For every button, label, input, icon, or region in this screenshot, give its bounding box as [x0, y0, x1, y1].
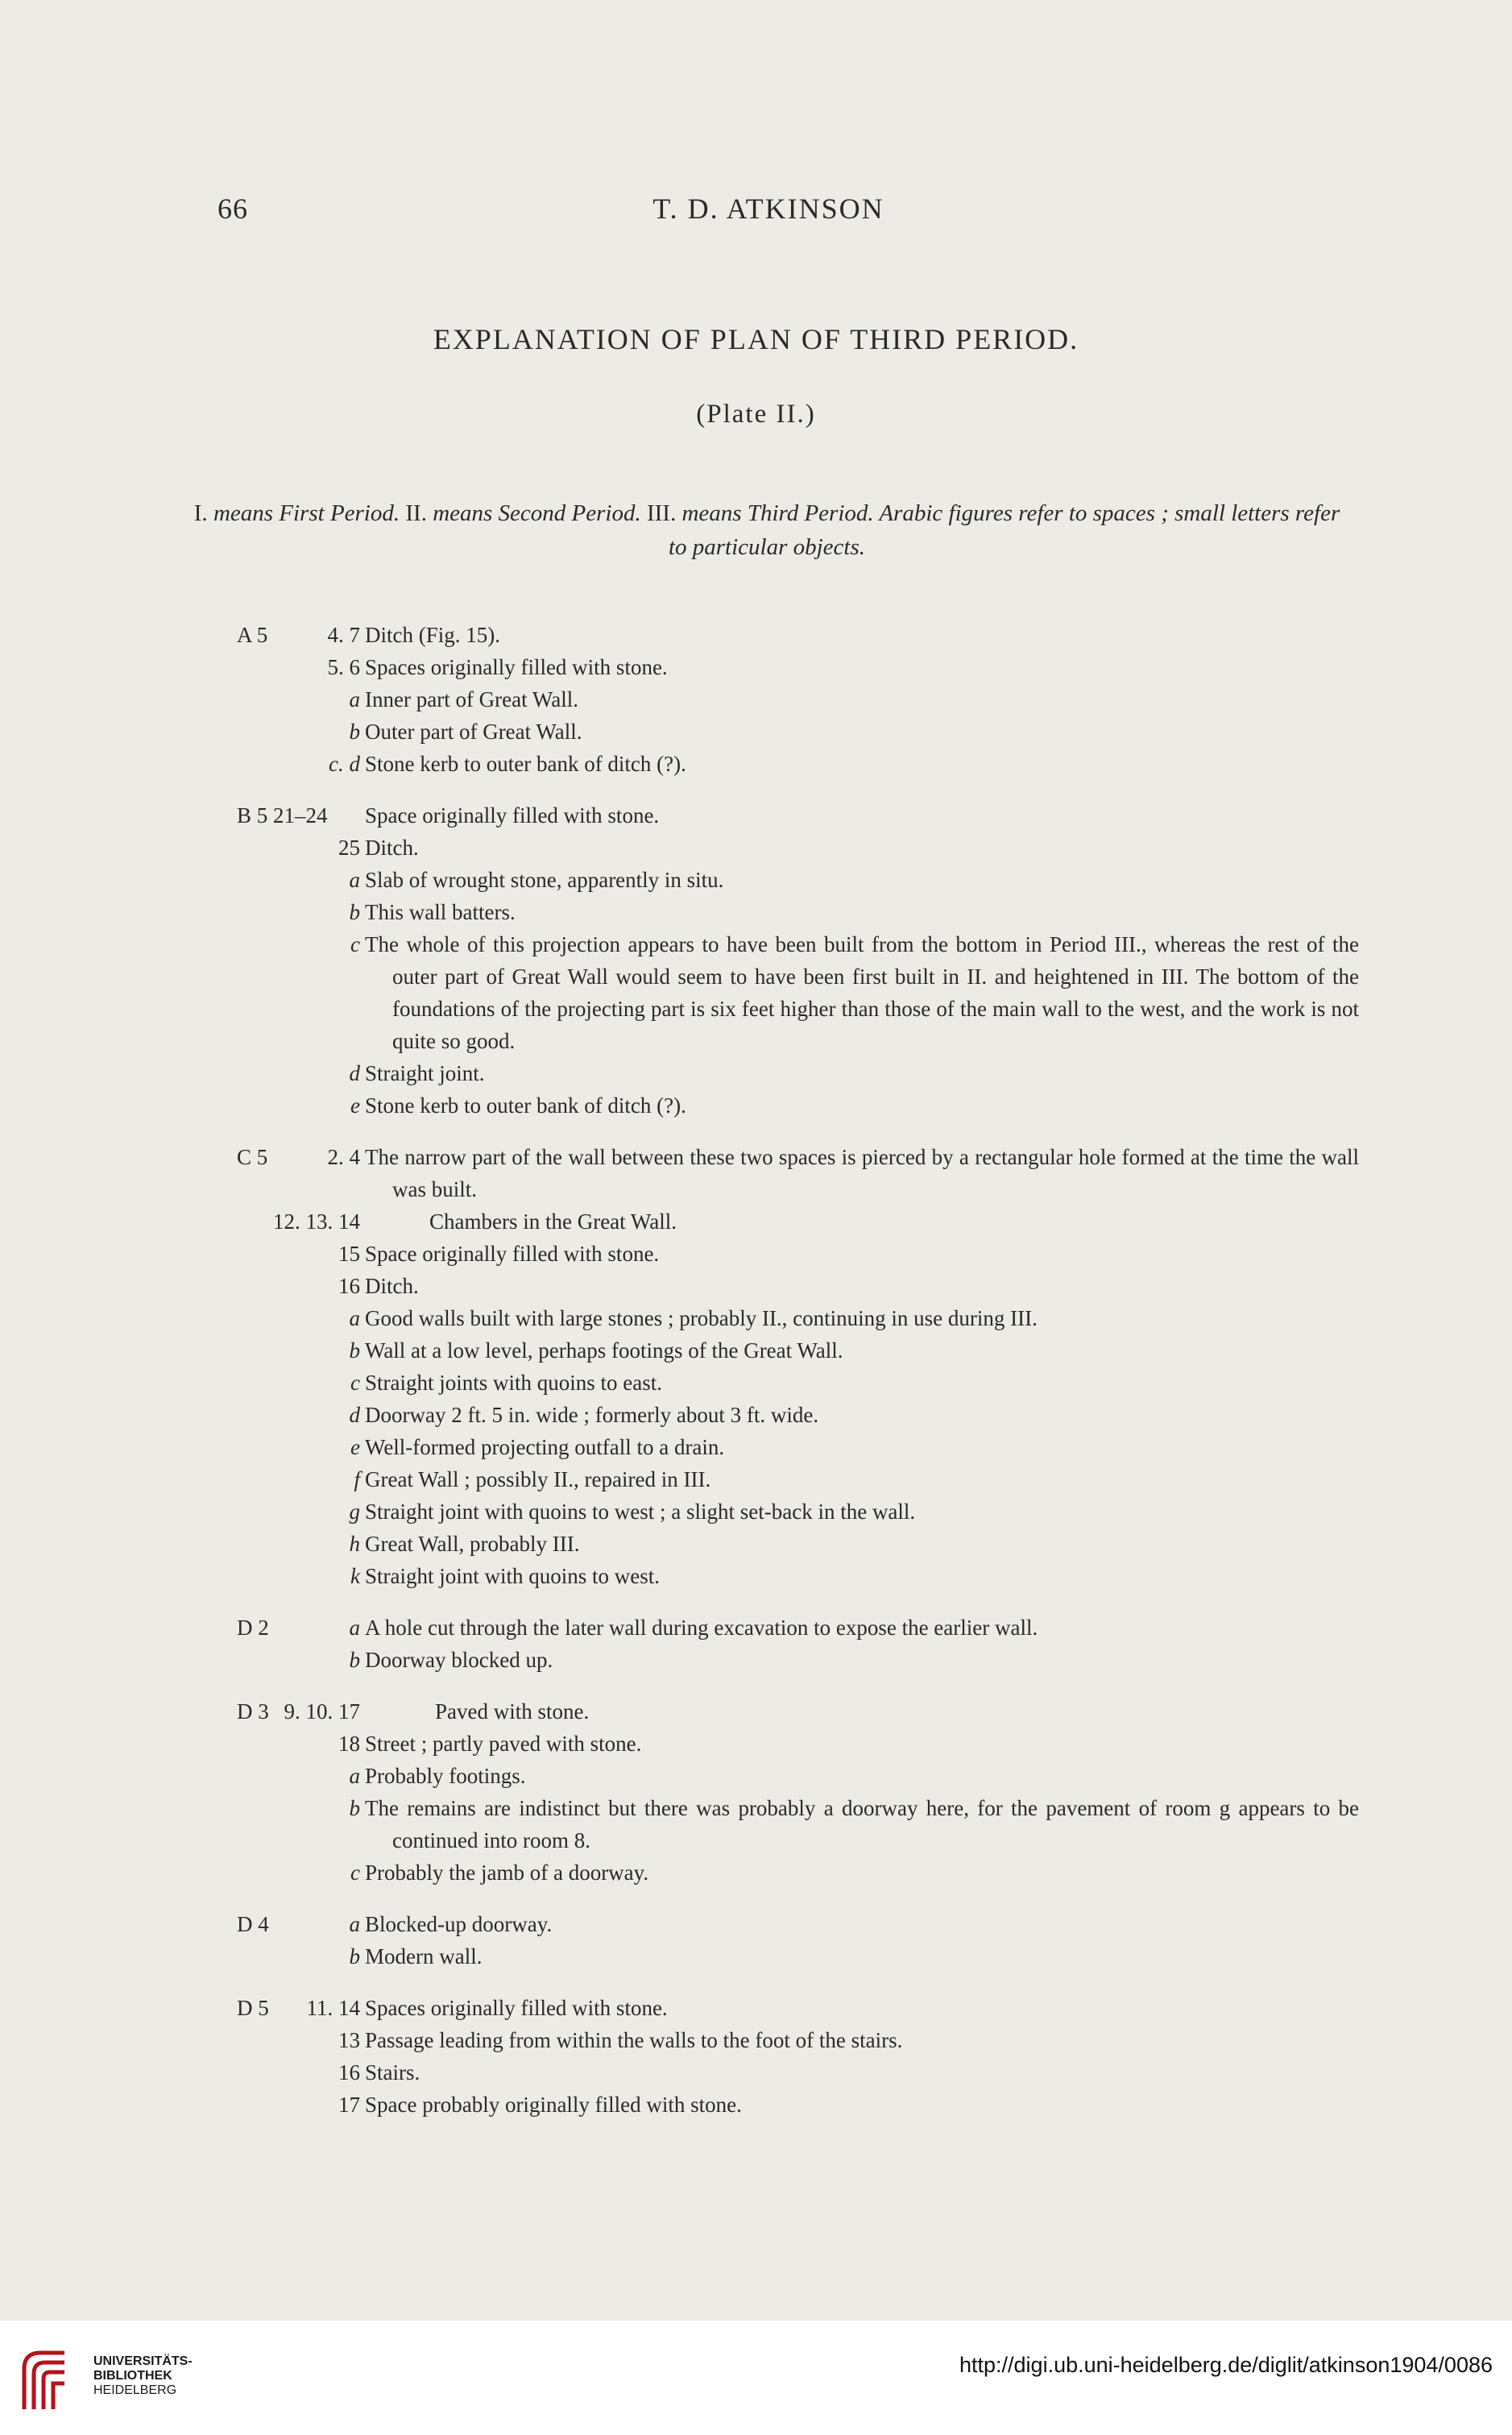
entry-row: [0, 2024, 1512, 2056]
running-head: T. D. ATKINSON: [652, 193, 884, 225]
entry-description: Chambers in the Great Wall.: [429, 1209, 677, 1234]
entry-description: The remains are indistinct but there was probably a doorway here, for the pavement of room g appears to be continued into room 8.: [365, 1796, 1359, 1852]
entry-reference: b: [349, 1338, 360, 1363]
entry-row: [0, 748, 1512, 780]
entry-description: Stone kerb to outer bank of ditch (?).: [365, 752, 686, 776]
entry-description: Spaces originally filled with stone.: [365, 655, 668, 679]
entry-row: [0, 1612, 1512, 1644]
grid-square-code: D 2: [237, 1616, 269, 1640]
entry-reference: c: [350, 1371, 360, 1395]
plate-reference: (Plate II.): [696, 400, 816, 429]
entry-row: [0, 1367, 1512, 1399]
entry-description: Stairs.: [365, 2060, 420, 2084]
entry-reference: a: [349, 1912, 360, 1936]
grid-square-code: A 5: [237, 623, 268, 647]
grid-square-code: D 3: [237, 1699, 269, 1724]
entry-description: Ditch.: [365, 1274, 419, 1298]
entry-reference: b: [349, 900, 360, 924]
entry-reference: 16: [338, 2060, 360, 2084]
entry-row: [0, 1270, 1512, 1302]
entry-row: [0, 1908, 1512, 1940]
entry-row: [0, 1463, 1512, 1495]
library-name: [93, 2354, 193, 2398]
legend-note: [187, 496, 1347, 564]
entry-description: Great Wall ; possibly II., repaired in III.: [365, 1467, 711, 1491]
entry-row: [0, 1205, 1512, 1238]
entry-row: [0, 1089, 1512, 1122]
entry-description: Straight joints with quoins to east.: [365, 1371, 662, 1395]
legend-text-first: means First Period.: [207, 500, 406, 526]
entry-row: [0, 651, 1512, 683]
entry-reference: d: [349, 1403, 360, 1427]
entry-reference: a: [349, 1764, 360, 1788]
section-title: EXPLANATION OF PLAN OF THIRD PERIOD.: [433, 323, 1079, 355]
entry-row: [0, 683, 1512, 716]
entry-group: [0, 1992, 1512, 2121]
grid-square-code: B 5 21–24: [237, 803, 328, 828]
entry-row: [0, 1238, 1512, 1270]
entry-reference: 17: [338, 2093, 360, 2117]
entry-reference: f: [354, 1467, 360, 1491]
entry-row: [0, 1792, 1512, 1856]
entry-description: Great Wall, probably III.: [365, 1532, 580, 1556]
entry-reference: 9. 10. 17: [284, 1699, 360, 1724]
entry-row: [0, 2089, 1512, 2121]
source-url-link[interactable]: http://digi.ub.uni-heidelberg.de/diglit/atkinson1904/0086: [959, 2353, 1493, 2377]
entry-description: Outer part of Great Wall.: [365, 720, 582, 744]
entry-row: [0, 1141, 1512, 1205]
legend-text-third: means Third Period. Arabic figures refer to spaces ; small letters refer to particular objects.: [668, 500, 1340, 560]
entry-reference: g: [349, 1500, 360, 1524]
entry-group: [0, 1612, 1512, 1676]
library-name-line-1: UNIVERSITÄTS-: [93, 2354, 193, 2368]
grid-square-code: D 4: [237, 1912, 269, 1936]
entry-row: [0, 1057, 1512, 1089]
entry-description: A hole cut through the later wall during excavation to expose the earlier wall.: [365, 1616, 1038, 1640]
entry-description: The narrow part of the wall between these two spaces is pierced by a rectangular hole formed at the time the wall was built.: [365, 1145, 1359, 1201]
entry-reference: h: [349, 1532, 360, 1556]
entry-reference: 13: [338, 2028, 360, 2052]
entry-reference: 12. 13. 14: [273, 1209, 360, 1234]
entry-description: Blocked-up doorway.: [365, 1912, 553, 1936]
entry-reference: 25: [338, 836, 360, 860]
entry-row: [0, 1728, 1512, 1760]
grid-square-code: D 5: [237, 1996, 269, 2020]
entry-description: Spaces originally filled with stone.: [365, 1996, 668, 2020]
entry-row: [0, 1334, 1512, 1367]
entry-reference: 16: [338, 1274, 360, 1298]
entry-group: [0, 1695, 1512, 1889]
legend-numeral-iii: III.: [646, 500, 677, 526]
entry-reference: 18: [338, 1732, 360, 1756]
entry-description: Ditch.: [365, 836, 419, 860]
entry-reference: c: [350, 932, 360, 956]
entry-reference: a: [349, 1306, 360, 1330]
entry-description: Ditch (Fig. 15).: [365, 623, 500, 647]
legend-numeral-ii: II.: [405, 500, 427, 526]
entry-reference: b: [349, 1648, 360, 1672]
entry-description: Doorway blocked up.: [365, 1648, 553, 1672]
entry-description: Doorway 2 ft. 5 in. wide ; formerly about 3 ft. wide.: [365, 1403, 819, 1427]
entry-description: Paved with stone.: [435, 1699, 590, 1724]
entry-row: [0, 1495, 1512, 1528]
entry-reference: d: [349, 1061, 360, 1085]
entry-reference: e: [350, 1435, 360, 1459]
entry-row: [0, 1431, 1512, 1463]
library-logo-icon: [16, 2337, 89, 2417]
entry-row: [0, 1760, 1512, 1792]
entry-description: Probably the jamb of a doorway.: [365, 1860, 649, 1885]
entry-reference: 15: [338, 1242, 360, 1266]
entry-reference: c. d: [329, 752, 360, 776]
entry-reference: e: [350, 1093, 360, 1118]
entry-reference: c: [350, 1860, 360, 1885]
legend-numeral-i: I.: [193, 500, 208, 526]
entry-reference: a: [349, 687, 360, 711]
entry-description: Wall at a low level, perhaps footings of the Great Wall.: [365, 1338, 843, 1363]
entry-description: Slab of wrought stone, apparently in situ.: [365, 868, 724, 892]
entry-description: Good walls built with large stones ; probably II., continuing in use during III.: [365, 1306, 1038, 1330]
entry-description: This wall batters.: [365, 900, 516, 924]
entry-reference: a: [349, 1616, 360, 1640]
entry-row: [0, 864, 1512, 896]
entry-row: [0, 1644, 1512, 1676]
entry-row: [0, 619, 1512, 651]
entry-description: Straight joint with quoins to west ; a slight set-back in the wall.: [365, 1500, 916, 1524]
entry-description: The whole of this projection appears to have been built from the bottom in Period III., whereas the rest of the outer part of Great Wall would seem to have been first built in II. and heightened in III. The bottom of the foundations of the projecting part is six feet higher than those of the main wall to the west, and the work is not quite so good.: [365, 932, 1359, 1053]
entry-row: [0, 1302, 1512, 1334]
entry-description: Well-formed projecting outfall to a drain.: [365, 1435, 725, 1459]
entry-row: [0, 799, 1512, 832]
entry-description: Space originally filled with stone.: [365, 1242, 660, 1266]
entry-row: [0, 1992, 1512, 2024]
page-header: [217, 192, 1319, 232]
entry-group: [0, 799, 1512, 1122]
entry-reference: 4. 7: [327, 623, 360, 647]
entry-reference: b: [349, 720, 360, 744]
grid-square-code: C 5: [237, 1145, 268, 1169]
entry-row: [0, 1856, 1512, 1889]
entry-description: Modern wall.: [365, 1944, 483, 1968]
entry-group: [0, 619, 1512, 780]
entry-row: [0, 896, 1512, 928]
entry-row: [0, 1560, 1512, 1592]
entries-list: [0, 619, 1512, 2140]
entry-description: Straight joint with quoins to west.: [365, 1564, 661, 1588]
entry-row: [0, 716, 1512, 748]
entry-reference: a: [349, 868, 360, 892]
entry-group: [0, 1908, 1512, 1972]
entry-description: Space originally filled with stone.: [365, 803, 660, 828]
entry-row: [0, 1940, 1512, 1972]
entry-row: [0, 1399, 1512, 1431]
entry-row: [0, 928, 1512, 1057]
entry-reference: b: [349, 1796, 360, 1820]
legend-text-second: means Second Period.: [426, 500, 647, 526]
entry-description: Probably footings.: [365, 1764, 526, 1788]
entry-row: [0, 2056, 1512, 2089]
entry-group: [0, 1141, 1512, 1592]
library-name-line-3: HEIDELBERG: [93, 2383, 177, 2397]
entry-reference: 5. 6: [327, 655, 360, 679]
entry-row: [0, 1528, 1512, 1560]
entry-description: Stone kerb to outer bank of ditch (?).: [365, 1093, 686, 1118]
page-number: 66: [217, 193, 248, 225]
entry-reference: b: [349, 1944, 360, 1968]
entry-description: Straight joint.: [365, 1061, 485, 1085]
entry-description: Inner part of Great Wall.: [365, 687, 578, 711]
digitization-footer: [0, 2321, 1512, 2435]
entry-description: Space probably originally filled with stone.: [365, 2093, 742, 2117]
entry-row: [0, 832, 1512, 864]
entry-reference: 2. 4: [327, 1145, 360, 1169]
entry-description: Street ; partly paved with stone.: [365, 1732, 642, 1756]
entry-row: [0, 1695, 1512, 1728]
entry-reference: 11. 14: [306, 1996, 360, 2020]
entry-reference: k: [350, 1564, 360, 1588]
entry-description: Passage leading from within the walls to the foot of the stairs.: [365, 2028, 903, 2052]
library-name-line-2: BIBLIOTHEK: [93, 2369, 172, 2383]
